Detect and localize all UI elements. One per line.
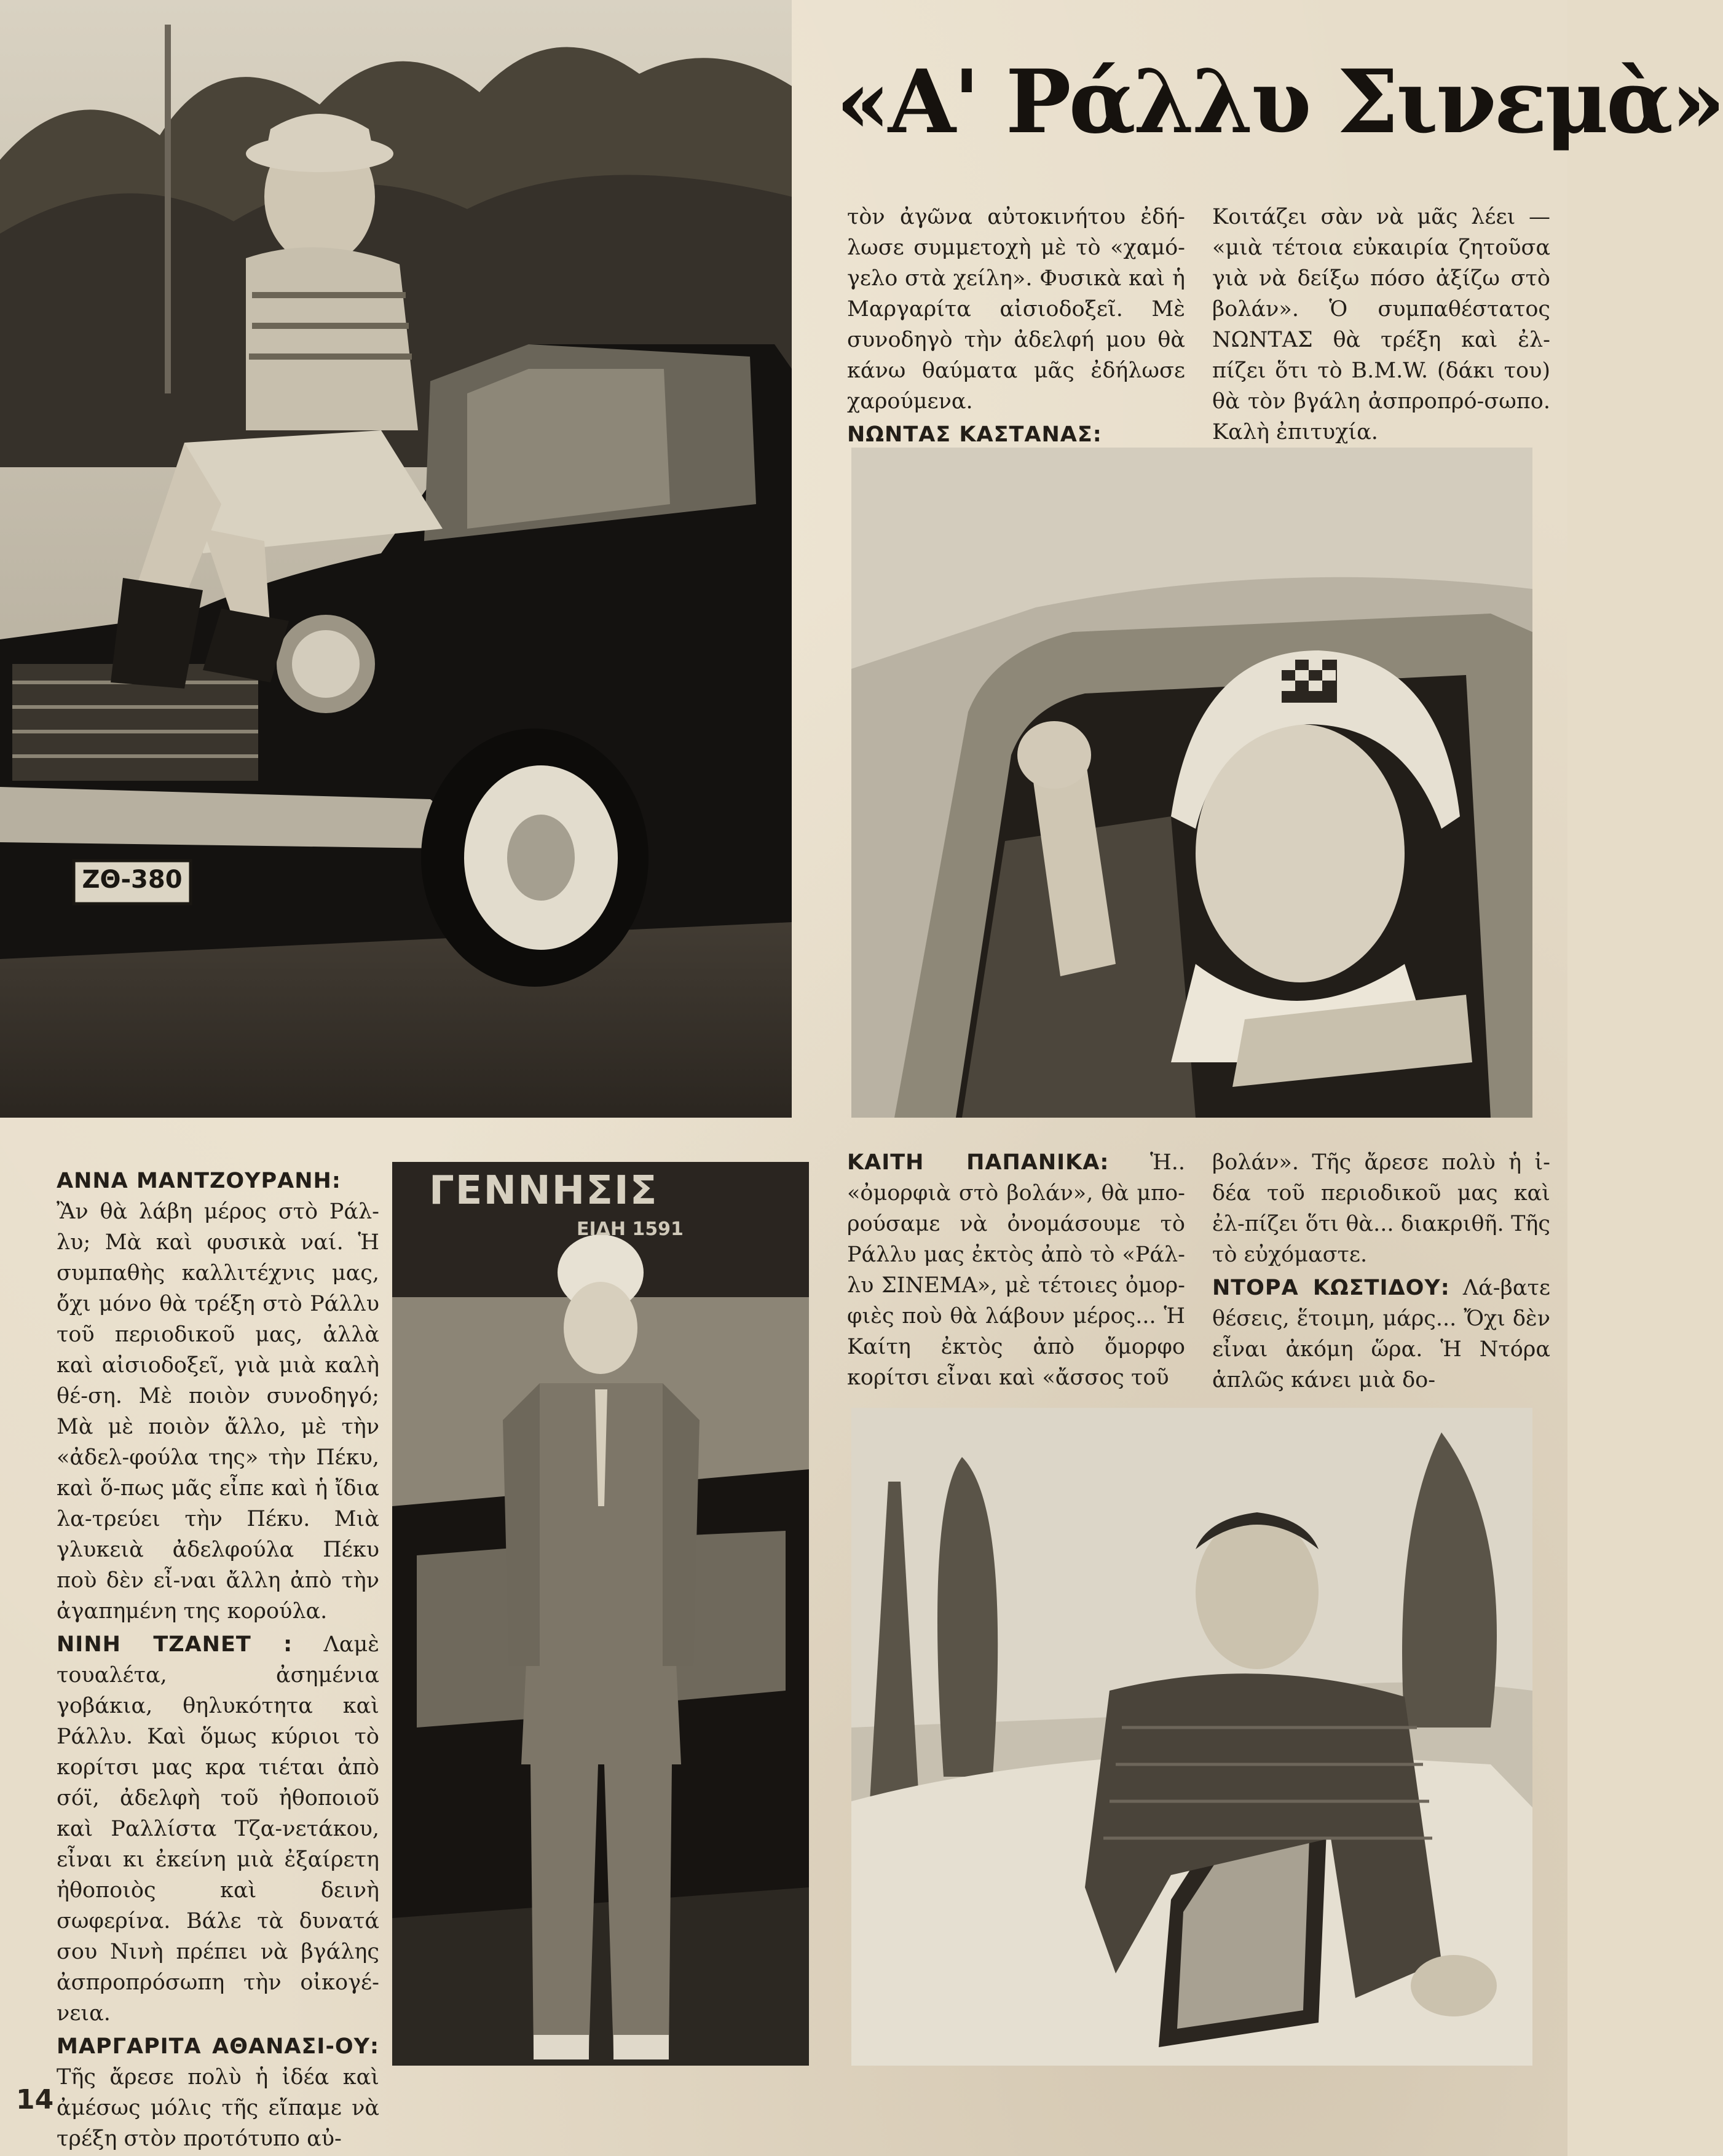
paragraph: Λαμὲ τουαλέτα, ἀσημένια γοβάκια, θηλυκότητα καὶ Ράλλυ. Καὶ ὅμως κύριοι τὸ κορίτσι μας κρα τιέται ἀπὸ σόϊ, ἀδελφὴ τοῦ ἠθοποιοῦ καὶ Ραλλίστα Τζα-νετάκου, εἶναι κι ἐκείνη μιὰ ἐξαίρετη ἠθοποιὸς καὶ δεινὴ σωφερίνα. Βάλε τὰ δυνατά σου Νινὴ πρέπει νὰ βγάλης ἀσπροπρόσωπη τὴν οἰκογέ-νεια. xyxy=(57,1632,379,2026)
paragraph: Ἂν θὰ λάβη μέρος στὸ Ράλ-λυ; Μὰ καὶ φυσικὰ ναί. Ἡ συμπαθὴς καλλιτέχνις μας, ὄχι μόνο θὰ τρέξη στὸ Ράλλυ τοῦ περιοδικοῦ μας, ἀλλὰ καὶ αἰσιοδοξεῖ, γιὰ μιὰ καλὴ θέ-ση. Μὲ ποιὸν συνοδηγό; Μὰ μὲ ποιὸν ἄλλο, μὲ τὴν «ἀδελ-φούλα της» τὴν Πέκυ, καὶ ὅ-πως μᾶς εἶπε καὶ ἡ ἴδια λα-τρεύει τὴν Πέκυ. Μιὰ γλυκειὰ ἀδελφούλα Πέκυ ποὺ δὲν εἶ-ναι ἄλλη ἀπὸ τὴν ἀγαπημένη της κορούλα. xyxy=(57,1199,379,1624)
man-at-car-door-photo xyxy=(851,1408,1532,2066)
woman-on-car-photo xyxy=(0,0,792,1118)
person-name-heading: ΑΝΝΑ ΜΑΝΤΖΟΥΡΑΝΗ: xyxy=(57,1169,341,1193)
woman-in-suit-photo xyxy=(392,1162,809,2066)
text-column-top-middle xyxy=(847,202,1185,450)
paragraph: βολάν». Τῆς ἄρεσε πολὺ ἡ ἰ-δέα τοῦ περιοδικοῦ μας καὶ ἐλ-πίζει ὅτι θὰ... διακριθῆ. Τῆς τὸ εὐχόμαστε. xyxy=(1212,1150,1550,1267)
person-name-heading: ΝΩΝΤΑΣ ΚΑΣΤΑΝΑΣ: xyxy=(847,422,1102,447)
person-name-heading: ΚΑΙΤΗ ΠΑΠΑΝΙΚΑ: xyxy=(847,1150,1110,1175)
license-plate-text: ΖΘ-380 xyxy=(82,866,183,894)
woman-in-helmet-photo xyxy=(851,448,1532,1118)
text-column-bottom-left xyxy=(57,1166,379,2154)
paragraph: Ἡ.. «ὀμορφιὰ στὸ βολάν», θὰ μπο-ρούσαμε νὰ ὀνομάσουμε τὸ Ράλλυ μας ἐκτὸς ἀπὸ τὸ «Ράλ-λυ ΣΙΝΕΜΑ», μὲ τέτοιες ὀμορ-φιὲς ποὺ θὰ λάβουν μέρος... Ἡ Καίτη ἐκτὸς ἀπὸ ὄμορφο κορίτσι εἶναι καὶ «ἄσσος τοῦ xyxy=(847,1150,1185,1390)
text-column-top-right xyxy=(1212,202,1550,448)
text-column-bottom-middle xyxy=(847,1147,1185,1393)
paragraph: Λά-βατε θέσεις, ἕτοιμη, μάρς... Ὄχι δὲν εἶναι ἀκόμη ὥρα. Ἡ Ντόρα ἁπλῶς κάνει μιὰ δο- xyxy=(1212,1276,1550,1392)
text-column-bottom-right xyxy=(1212,1147,1550,1396)
paragraph: Κοιτάζει σὰν νὰ μᾶς λέει — «μιὰ τέτοια εὐκαιρία ζητοῦσα γιὰ νὰ δείξω πόσο ἀξίζω στὸ βολάν». Ὁ συμπαθέστατος ΝΩΝΤΑΣ θὰ τρέξη καὶ ἐλ-πίζει ὅτι τὸ B.M.W. (δάκι του) θὰ τὸν βγάλη ἀσπροπρό-σωπο. Καλὴ ἐπιτυχία. xyxy=(1212,205,1550,444)
person-name-heading: ΝΙΝΗ ΤΖΑΝΕΤ : xyxy=(57,1632,293,1657)
person-name-heading: ΜΑΡΓΑΡΙΤΑ ΑΘΑΝΑΣΙ-ΟΥ: xyxy=(57,2034,379,2059)
page-title: «Α' Ράλλυ Σινεμὰ» xyxy=(836,51,1723,153)
paragraph: Τῆς ἄρεσε πολὺ ἡ ἰδέα καὶ ἀμέσως μόλις τῆς εἴπαμε νὰ τρέξη στὸν προτότυπο αὐ- xyxy=(57,2065,379,2151)
page-number: 14 xyxy=(16,2084,54,2115)
shop-sign-text: ΓΕΝΝΗΣΙΣ xyxy=(429,1168,658,1214)
shop-sign-subtext: ΕΙΔΗ 1591 xyxy=(577,1218,684,1240)
person-name-heading: ΝΤΟΡΑ ΚΩΣΤΙΔΟΥ: xyxy=(1212,1276,1450,1300)
paragraph: τὸν ἀγῶνα αὐτοκινήτου ἐδή-λωσε συμμετοχὴ μὲ τὸ «χαμό-γελο στὰ χείλη». Φυσικὰ καὶ ἡ Μαργαρίτα αἰσιοδοξεῖ. Μὲ συνοδηγὸ τὴν ἀδελφή μου θὰ κάνω θαύματα μᾶς ἐδήλωσε χαρούμενα. xyxy=(847,205,1185,414)
